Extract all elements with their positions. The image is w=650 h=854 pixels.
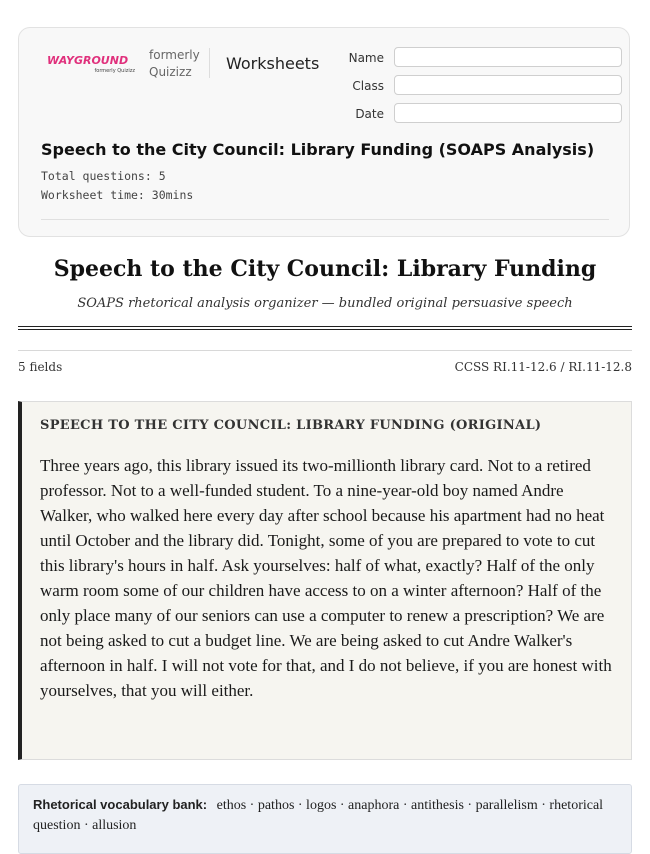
worksheet-title: Speech to the City Council: Library Funding (SOAPS Analysis) [41, 140, 595, 159]
standards-label: CCSS RI.11-12.6 / RI.11-12.8 [454, 360, 632, 374]
worksheets-label: Worksheets [226, 54, 320, 73]
card-divider [41, 219, 609, 220]
date-input[interactable] [394, 103, 622, 123]
class-label: Class [352, 79, 384, 93]
fields-count: 5 fields [18, 360, 63, 374]
worksheet-header-card [18, 27, 630, 237]
vocabulary-terms: ethos · pathos · logos · anaphora · antithesis · parallelism · rhetorical question · allusion [33, 798, 604, 833]
title-double-rule [18, 326, 632, 330]
wayground-logo [47, 54, 135, 78]
worksheet-time: Worksheet time: 30mins [41, 188, 194, 202]
logo-wordmark: WAYGROUND [47, 54, 129, 67]
formerly-quizizz-label: formerly Quizizz [149, 48, 200, 79]
document-title: Speech to the City Council: Library Funding [53, 256, 597, 282]
class-input[interactable] [394, 75, 622, 95]
meta-rule [18, 350, 632, 351]
name-label: Name [348, 51, 384, 65]
name-input[interactable] [394, 47, 622, 67]
vocabulary-bank-label: Rhetorical vocabulary bank: [33, 797, 208, 812]
passage-body: Three years ago, this library issued its two-millionth library card. Not to a retired professor. Not to a well-funded student. To a nine-year-old boy named Andre Walker, who walked here every day after school because his apartment had no heat until October and the library did. Tonight, some of you are prepared to vote to cut this library's hours in half. Ask yourselves: half of what, exactly? Half of the only warm room some of our children have access to on a winter afternoon? Half of the only place many of our seniors can use a computer to renew a prescription? We are not being asked to cut a budget line. We are being asked to cut Andre Walker's afternoon in half. I will not vote for that, and I do not believe, if you are honest with yourselves, that you will either. [40, 456, 612, 700]
logo-subtext: formerly Quizizz [94, 68, 135, 74]
passage-title: SPEECH TO THE CITY COUNCIL: LIBRARY FUNDING (ORIGINAL) [40, 418, 542, 433]
vocabulary-bank [18, 784, 632, 854]
header-divider [209, 48, 210, 78]
total-questions: Total questions: 5 [41, 169, 166, 183]
speech-passage-box [18, 401, 632, 760]
date-label: Date [355, 107, 384, 121]
document-subtitle: SOAPS rhetorical analysis organizer — bundled original persuasive speech [77, 296, 573, 311]
